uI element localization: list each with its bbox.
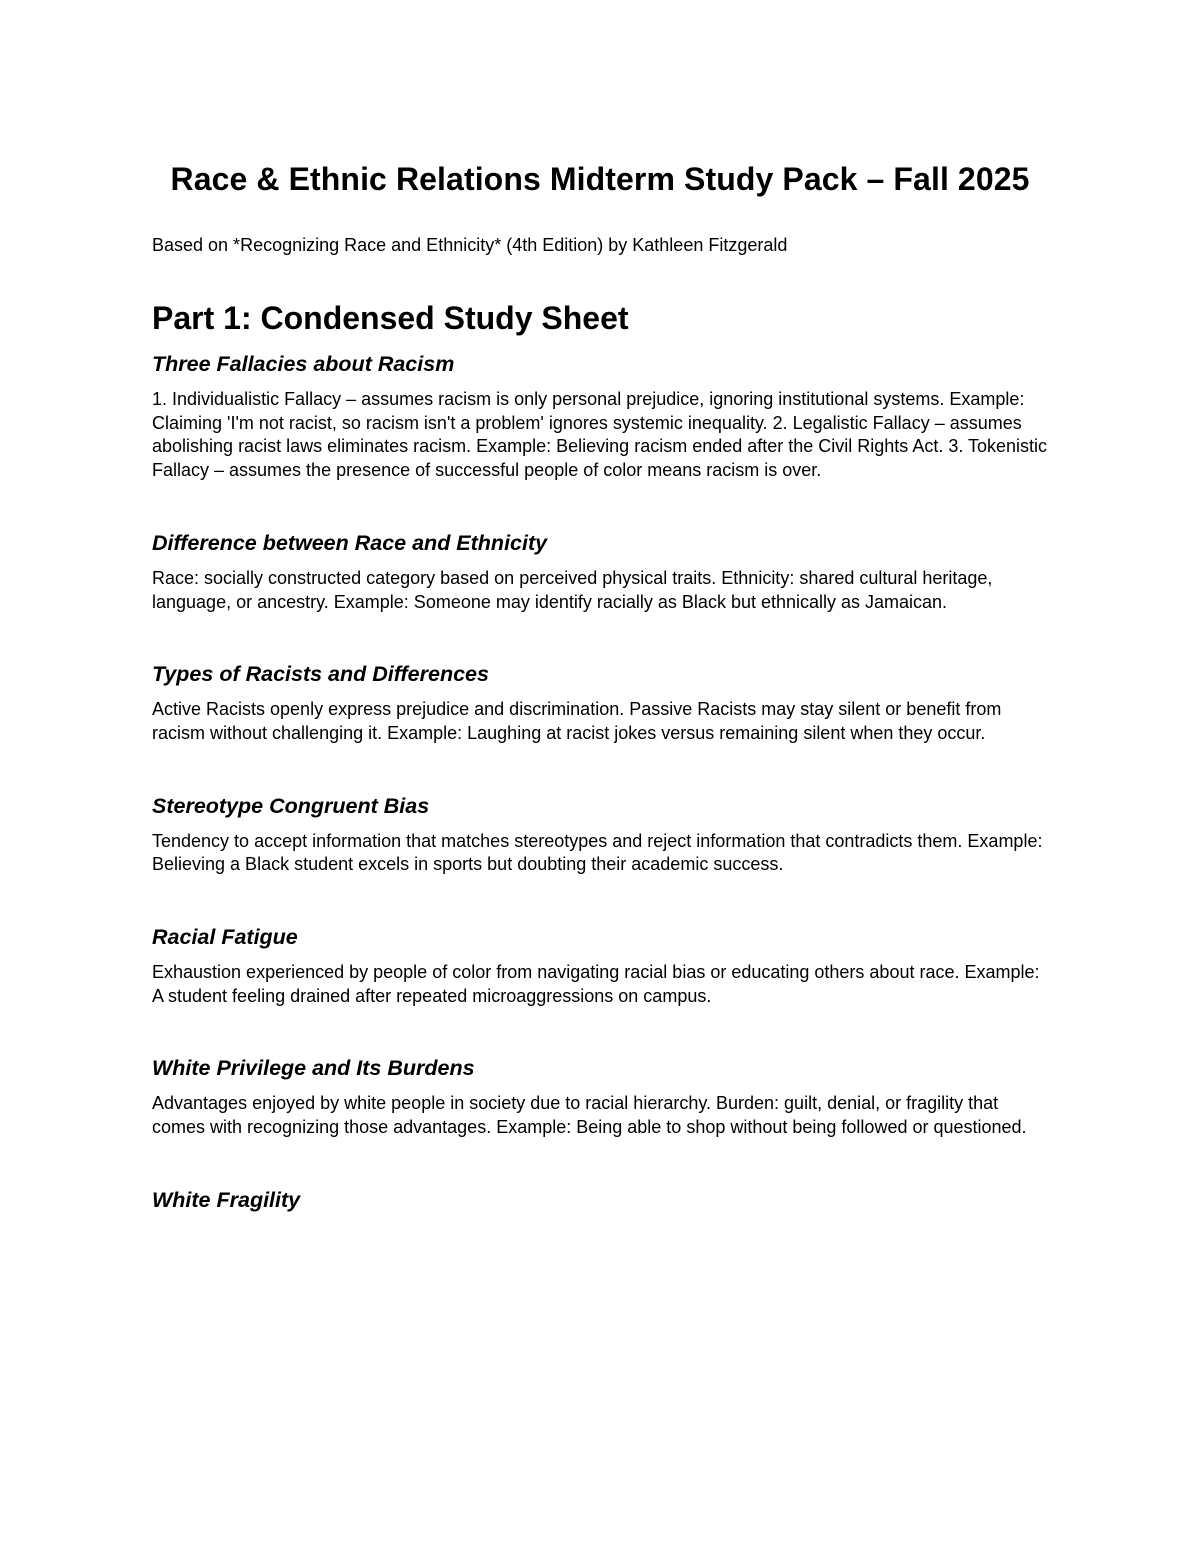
section-heading: Difference between Race and Ethnicity [152,530,548,555]
section-three-fallacies [152,350,1048,483]
section-body: Active Racists openly express prejudice and discrimination. Passive Racists may stay silent or benefit from racism without challenging it. Example: Laughing at racist jokes versus remaining silent when they occur. [152,699,1002,743]
section-race-vs-ethnicity [152,529,1048,614]
section-racial-fatigue [152,923,1048,1008]
section-body: 1. Individualistic Fallacy – assumes racism is only personal prejudice, ignoring institutional systems. Example: Claiming 'I'm not racist, so racism isn't a problem' ignores systemic inequality. 2. Legalistic Fallacy – assumes abolishing racist laws eliminates racism. Example: Believing racism ended after the Civil Rights Act. 3. Tokenistic Fallacy – assumes the presence of successful people of color means racism is over. [152,389,1048,481]
section-heading: White Fragility [152,1187,301,1212]
section-body: Race: socially constructed category based on perceived physical traits. Ethnicity: shared cultural heritage, language, or ancestry. Example: Someone may identify racially as Black but ethnically as Jamaican. [152,567,993,612]
section-types-of-racists [152,660,1048,745]
section-heading: Three Fallacies about Racism [152,352,455,376]
section-body: Advantages enjoyed by white people in society due to racial hierarchy. Burden: guilt, denial, or fragility that comes with recognizing those advantages. Example: Being able to shop without being followed or questioned. [152,1093,1027,1138]
document-subtitle: Based on *Recognizing Race and Ethnicity* (4th Edition) by Kathleen Fitzgerald [152,235,788,255]
document-title: Race & Ethnic Relations Midterm Study Pack – Fall 2025 [170,161,1030,197]
section-white-privilege [152,1054,1048,1139]
section-heading: Types of Racists and Differences [152,662,489,687]
section-heading: Stereotype Congruent Bias [152,793,430,818]
section-body: Tendency to accept information that matches stereotypes and reject information that contradicts them. Example: Believing a Black student excels in sports but doubting their academic success. [152,830,1043,875]
section-heading: White Privilege and Its Burdens [152,1056,475,1081]
section-white-fragility [152,1186,1048,1214]
section-stereotype-congruent-bias [152,792,1048,877]
section-body: Exhaustion experienced by people of color from navigating racial bias or educating others about race. Example: A student feeling drained after repeated microaggressions on campus. [152,962,1040,1006]
section-heading: Racial Fatigue [152,925,298,950]
part-heading: Part 1: Condensed Study Sheet [152,300,629,336]
